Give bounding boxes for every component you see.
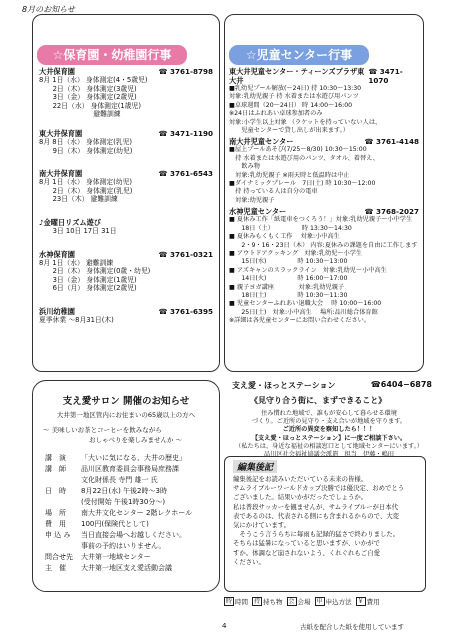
nursery-section-header [39, 307, 213, 316]
legend-text: 費用 [366, 598, 380, 606]
children-line: ■乳幼児プール解放(〜24日) 持 10:30〜13:30 [229, 85, 362, 92]
children-line: ■ 夏休みもくもく工作 対象:小中高生 [229, 233, 340, 241]
children-line: 15日(水) 時 10:30〜13:00 [229, 258, 348, 266]
center-phone: ☎ 3471-1070 [368, 67, 403, 85]
nursery-phone: ☎ 3761-6543 [158, 169, 213, 179]
nursery-section [39, 67, 213, 119]
children-section [229, 207, 419, 325]
nursery-name: 浜川幼稚園 [39, 306, 75, 316]
children-line: 飲み物 [229, 163, 260, 171]
nursery-section [39, 129, 213, 155]
legend-item [287, 597, 311, 606]
salon-row-value: 8月22日(水) 午後2時〜3時 [81, 487, 167, 495]
children-line: ※24日はふれあい卓球参加者のみ [229, 110, 323, 118]
legend-item [356, 597, 380, 606]
station-line: 【支え愛・ほっとステーション】に一度ご相談下さい。 [251, 434, 407, 442]
legend [224, 597, 432, 606]
station-phone: ☎6404−6878 [370, 380, 432, 389]
salon-row [45, 563, 213, 574]
nursery-line: 夏季休業 〜8月31日(木) [39, 315, 114, 324]
children-line: ■ アウトドアクッキング 対象:乳幼児〜小学生 [229, 249, 363, 257]
salon-row-value: 100円(保険代として) [81, 520, 149, 528]
nursery-line: 避難訓練 [39, 110, 121, 119]
nursery-line: 8月 1日（水） 身体測定(幼児) [39, 178, 133, 187]
children-header: ☆児童センター行事 [229, 45, 369, 65]
nursery-section [39, 218, 213, 236]
children-line: 2・9・16・23日（木） 内容:夏休みの課題を自由に工作します [229, 241, 418, 249]
salon-row [45, 552, 213, 563]
children-line: ■ 親子ヨガ講座 対象:乳幼児親子 [229, 283, 345, 291]
center-name: 東大井児童センター・ティーンズプラザ東大井 [229, 67, 365, 85]
salon-row-label: 費 用 [45, 520, 66, 528]
nursery-header: ☆保育園・幼稚園行事 [37, 45, 187, 65]
salon-row-label [45, 475, 81, 486]
children-line: 18日（土） 時 13:30〜14:30 [229, 224, 352, 232]
editor-line: そうこう言うらちに毎雨も記録的猛さで終わりました。 [233, 530, 400, 539]
nursery-section-header [39, 169, 213, 178]
salon-row [45, 475, 213, 486]
children-line: 児童センターで貸し出しが出来ます。） [229, 127, 349, 135]
salon-row [45, 497, 213, 508]
nursery-line: 9日（木） 身体測定(幼児) [39, 146, 133, 155]
nursery-line: 2日（木） 身体測定(乳児) [39, 186, 133, 195]
salon-row-value: 大井第一地区支え愛活動会議 [81, 564, 172, 572]
salon-row-value: 「大いに気になる、大井の歴史」 [81, 454, 186, 462]
salon-row-label [45, 497, 81, 508]
salon-row-label: 問合せ先 [45, 553, 73, 561]
children-line: 対象:幼児親子 [229, 196, 275, 204]
salon-sub2: おしゃべりを楽しみませんか 〜 [89, 436, 183, 444]
salon-row [45, 541, 213, 552]
salon-row [45, 486, 213, 497]
legend-text: 持ち物 [263, 598, 283, 606]
legend-mark: 会 [288, 598, 295, 605]
nursery-section [39, 250, 213, 293]
station-line: 住み慣れた地域で、誰もが安心して暮らせる環境 [261, 410, 397, 417]
center-name: 南大井児童センター [229, 137, 294, 147]
nursery-phone: ☎ 3471-1190 [158, 128, 213, 138]
nursery-name: 東大井保育園 [39, 128, 83, 138]
nursery-events-box [32, 14, 220, 372]
salon-row-value: 南大井文化センター 2階レクホール [81, 509, 193, 517]
editor-title: 編集後記 [233, 460, 277, 473]
salon-sub1: 〜 美味しいお茶とコーヒーを飲みながら [43, 426, 162, 434]
children-line: 対象:乳幼児親子 持 水着または水遊び用パンツ [229, 93, 359, 101]
legend-text: 時間 [235, 598, 249, 606]
salon-row-label: 主 催 [45, 564, 66, 572]
salon-row-label: 場 所 [45, 509, 66, 517]
nursery-line: 8月 8日（水） 身体測定(乳児) [39, 137, 133, 146]
salon-row-value: 大井第一地域センター [81, 553, 151, 561]
salon-row-label: 講 演 [45, 454, 66, 462]
editor-line: 編集後記をお読みいただいている未来の皆様。 [233, 475, 368, 483]
station-line: づくり。ご近所の見守り・支え合いが地域を守ります。 [251, 418, 407, 426]
editor-line: サムライブルーワールドカップ決勝では優決定、おめでとう [233, 484, 405, 493]
children-section-header [229, 67, 419, 85]
children-section [229, 137, 419, 205]
children-line: ※詳細は各児童センターにお問い合わせください。 [229, 317, 371, 325]
salon-row-value: 事前の予約はいりません。 [81, 542, 166, 550]
station-header [232, 380, 432, 391]
salon-intro: 大井第一地区管内にお住まいの65歳以上の方へ [56, 411, 196, 419]
salon-row [45, 453, 213, 464]
salon-row-label: 日 時 [45, 487, 66, 495]
salon-box [32, 380, 220, 592]
children-section-list [229, 67, 419, 328]
editor-line: 気にかけています。 [233, 521, 291, 530]
children-line: 持 持っている人は自分の電車 [229, 188, 318, 196]
legend-item [224, 597, 248, 606]
editor-line: ございました。結果いかがだったでしょうか。 [233, 493, 368, 502]
legend-item [252, 597, 283, 606]
nursery-name: 南大井保育園 [39, 169, 83, 179]
children-line: ■ 夏休み工作「紙電車をつくろう！」対象:乳幼児親子〜小中学生 [229, 216, 413, 224]
station-line: （私たちは、身近な福祉の相談窓口として地域センターにいます。） [235, 442, 423, 450]
station-name: 支え愛・ほっとステーション [232, 381, 336, 390]
legend-mark: ￥ [357, 598, 364, 605]
children-line: 持 水着または水遊び用のパンツ、タオル、着替え、 [229, 154, 379, 162]
nursery-line: 6日（月） 身体測定(2歳児) [39, 284, 137, 293]
salon-details [45, 453, 213, 574]
children-line: ■ アズキャンのスラックライン 対象:乳幼児〜小中高生 [229, 266, 387, 274]
nursery-line: 8月 1日（水） 身体測定(4・5歳児) [39, 76, 148, 84]
nursery-phone: ☎ 3761-8798 [158, 67, 213, 76]
station-body [226, 410, 432, 459]
nursery-section-header [39, 218, 213, 227]
legend-mark: 申 [316, 598, 323, 605]
nursery-line: 3日（金） 身体測定(2歳児) [39, 93, 137, 102]
station-line: ご近所の異変を察知したら！！！ [282, 426, 376, 434]
children-line: ■ダイナミックプレール 7日(土) 時 10:30〜12:00 [229, 180, 376, 188]
salon-row-label: 申 込 み [45, 531, 71, 539]
salon-row-value: 当日直接会場へお越しください。 [81, 531, 186, 539]
salon-row-label [45, 541, 81, 552]
nursery-name: ♪金曜日リズム遊び [39, 217, 101, 227]
legend-mark: 時 [226, 598, 233, 605]
nursery-section [39, 307, 213, 325]
nursery-line: 8月 1日（水） 避難訓練 [39, 258, 114, 267]
nursery-section-header [39, 67, 213, 76]
nursery-section-list [39, 67, 213, 339]
recycled-paper-note: 古紙を配合した紙を使用しています [300, 623, 404, 631]
nursery-section-header [39, 129, 213, 138]
children-section [229, 67, 419, 135]
children-line: ■屋上プールあそび(7/25〜8/30) 10:30〜15:00 [229, 146, 367, 154]
editor-line: 私は普段サッカーを観ませんが、サムライブルーが日本代 [233, 502, 399, 511]
center-phone: ☎ 3761-4148 [364, 137, 419, 147]
salon-row [45, 508, 213, 519]
children-line: 18日(土) 時 10:30〜11:30 [229, 291, 348, 299]
nursery-name: 水神保育園 [39, 249, 75, 259]
children-line: 14日(火) 時 16:00〜17:00 [229, 275, 348, 283]
children-line: 対象:小学生以上対象 （ラケットを持っていない人は、 [229, 118, 382, 126]
station-line: 品川区社会福祉協議会派遣 担当 伊藤・嶋田 [264, 451, 394, 459]
nursery-section [39, 169, 213, 204]
nursery-phone: ☎ 3761-6395 [158, 306, 213, 316]
salon-title: 支え愛サロン 開催のお知らせ [62, 396, 190, 407]
children-center-box [224, 14, 424, 372]
children-line: 25日(土) 対象:小中高生 場所:品川総合体育館 [229, 308, 378, 316]
station-banner: 《見守り合う街に、まずできること》 [250, 396, 387, 405]
salon-row [45, 530, 213, 541]
nursery-name: 大井保育園 [39, 67, 75, 76]
page-number: 4 [222, 622, 227, 630]
children-section-header [229, 207, 419, 216]
nursery-line: 22日（水） 身体測定(1歳児) [39, 101, 141, 110]
salon-row-label: 講 師 [45, 465, 66, 473]
editor-line: ください。 [233, 557, 265, 566]
children-line: ■卓球週間（20〜24日） 時 14:00〜16:00 [229, 101, 353, 109]
salon-row-value: 品川区教育委員会事務局庶務課 [81, 465, 179, 473]
center-name: 水神児童センター [229, 207, 287, 217]
editor-box [224, 456, 426, 592]
editor-line: そちらは猛暑になっていると思いますが、いかがで [233, 539, 380, 548]
salon-row-value: (受付開始 午後1時30分〜) [81, 498, 166, 506]
nursery-line: 2日（木） 身体測定(3歳児) [39, 84, 137, 93]
salon-row [45, 464, 213, 475]
editor-line: すか。体調など崩されないよう、くれぐれもご自愛 [233, 548, 380, 557]
children-line: ■ 児童センターふれあい退職大会 時 10:00〜16:00 [229, 300, 382, 308]
legend-item [315, 597, 352, 606]
nursery-line: 23日（木） 避難訓練 [39, 195, 118, 204]
nursery-section-header [39, 250, 213, 259]
nursery-phone: ☎ 3761-0321 [158, 249, 213, 259]
legend-text: 申込方法 [325, 598, 352, 606]
children-line: 対象:乳幼児親子 ※雨天時と低温時は中止 [229, 171, 350, 179]
nursery-line: 3日 10日 17日 31日 [39, 226, 117, 235]
legend-mark: 持 [254, 598, 261, 605]
salon-row-value: 文化財係長 寺門 雄一 氏 [81, 476, 158, 484]
nursery-line: 2日（木） 身体測定(0歳・幼児) [39, 267, 151, 276]
center-phone: ☎ 3768-2027 [364, 207, 419, 217]
salon-row [45, 519, 213, 530]
nursery-line: 3日（金） 身体測定(1歳児) [39, 275, 137, 284]
month-title: 8月のお知らせ [22, 5, 75, 14]
editor-line: 表であるのは、代表される側にも含まれるからので、大変 [233, 511, 400, 520]
legend-text: 会場 [297, 598, 311, 606]
editor-text [233, 475, 419, 567]
